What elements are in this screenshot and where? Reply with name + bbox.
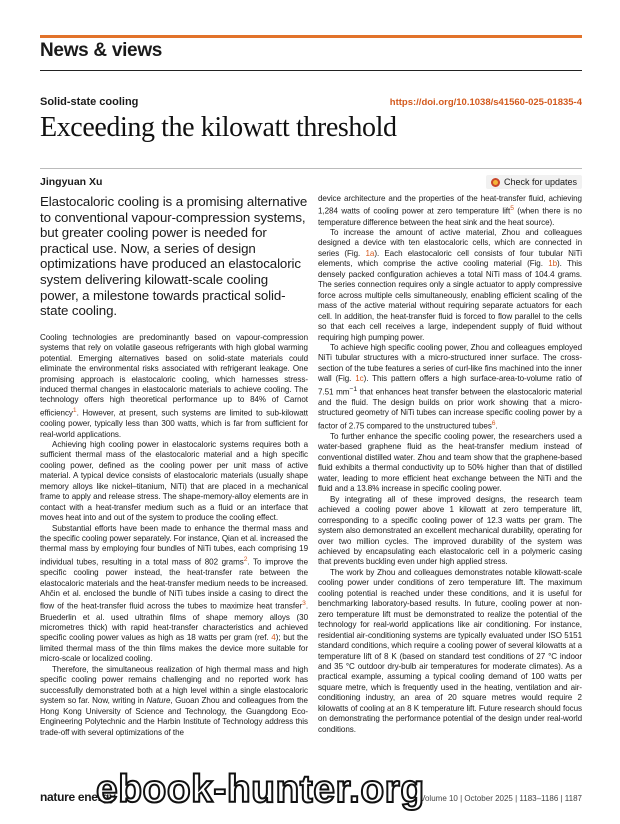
reference-link[interactable]: 2 [243,555,248,563]
figure-link[interactable]: 1a [365,248,375,258]
reference-link[interactable]: 5 [510,205,514,213]
paragraph-2: Achieving high cooling power in elastocaloric systems requires both a sufficient thermal mass of the elastocaloric material and a high specific cooling power, defined as the cooling power per unit mass of active material. A typical device consists of elastocaloric materials (usually shape memory alloys like nickel–titanium, NiTi) that are placed in a mechanical frame to apply and release stress. The shape-memory-alloy elements are in contact with a heat-transfer medium such as a fluid or an interface that moves heat into and out of the system to produce the cooling effect. [40,439,308,523]
doi-link[interactable]: https://doi.org/10.1038/s41560-025-01835-4 [389,97,582,108]
reference-link[interactable]: 6 [491,419,496,427]
figure-link[interactable]: 1b [548,259,558,269]
section-label: News & views [40,40,163,61]
paragraph-9: By integrating all of these improved designs, the research team achieved a cooling power above 1 kilowatt at zero temperature lift, corresponding to a specific cooling power of 12.3 watts per gram. The system also demonstrated an excellent mechanical durability, operating for over two million cycles. The improved durability of the system was achieved by encapsulating each elastocaloric cell in a polymeric casing that prevents buckling even under high applied stress. [318,494,582,567]
paragraph-3: Substantial efforts have been made to enhance the thermal mass and the specific cooling power separately. For instance, Qian et al. increased the thermal mass by employing four bundles of NiTi tubes, each comprising 19 individual tubes, resulting in a total mass of 802 grams$^2$. To improve the specific cooling power instead, the heat-transfer rate between the elastocaloric materials and the heat-transfer medium needs to be increased. Ahčin et al. enclosed the bundle of NiTi tubes inside a casing to direct the flow of the heat-transfer fluid across the tubes to maximize heat transfer$^3$. Bruederlin et al. used ultrathin films of shape memory alloys (30 micrometres thick) with rapid heat-transfer characteristics and achieved specific cooling power values as high as 18 watts per gram (ref. 4); but the limited thermal mass of the thin films makes the device more suitable for micro-scale or localized cooling. [40,523,308,664]
paragraph-4: Therefore, the simultaneous realization of high thermal mass and high specific cooling power remains challenging and no reported work has successfully demonstrated both at a high level within a single elastocaloric system so far. Now, writing in Nature, Guoan Zhou and colleagues from the Hong Kong University of Science and Technology, the Guangdong Eco-Engineering Polytechnic and the Harbin Institute of Technology address this trade-off with several optimizations of the [40,664,308,737]
crossmark-icon [491,178,500,187]
reference-link[interactable]: 4 [271,633,276,643]
paragraph-8: To further enhance the specific cooling power, the researchers used a water-based graphene fluid as the heat-transfer medium instead of conventional distilled water. Zhou and team show that the graphene-based fluid exhibits a thermal conductivity up to 50% higher than that of distilled water, leading to more efficient heat exchange between the NiTi and the fluid and a 13.8% increase in specific cooling power. [318,431,582,494]
check-updates-label: Check for updates [503,177,577,187]
journal-brand: nature energy [40,790,116,804]
paragraph-6: To increase the amount of active material, Zhou and colleagues designed a device with ten elastocaloric cells, which are connected in series (Fig. 1a). Each elastocaloric cell consists of four tubular NiTi elements, which comprise the active cooling material (Fig. 1b). This densely packed configuration achieves a total NiTi mass of 104.4 grams. The series connection requires only a single actuator to apply compressive force across multiple cells simultaneously, enabling efficient scaling of the mass of the active material without requiring separate actuators for each cell. In addition, the heat-transfer fluid is forced to flow parallel to the cells so that each cell receives a large, independent supply of fluid without requiring high pumping power. [318,228,582,342]
kicker: Solid-state cooling [40,96,139,108]
right-column [318,194,582,735]
standfirst: Elastocaloric cooling is a promising alternative to conventional vapour-compression systems, but greater cooling power is needed for practical use. Now, a series of design optimizations have produced an elastocaloric system delivering kilowatt-scale cooling power, a milestone towards practical solid-state cooling. [40,194,308,319]
article-title: Exceeding the kilowatt threshold [40,112,397,143]
watermark: ebook-hunter.org [96,768,425,811]
volume-info: Volume 10 | October 2025 | 1183–1186 | 1187 [420,794,582,803]
title-rule [40,168,582,169]
paragraph-5: device architecture and the properties of the heat-transfer fluid, achieving 1,284 watts of cooling power at zero temperature lift$^5$ (when there is no temperature difference between the heat sink and the heat source). [318,194,582,227]
left-column [40,194,308,738]
figure-link[interactable]: 1c [355,374,364,384]
header-rule [40,70,582,71]
check-updates-button[interactable] [486,175,582,189]
author-name: Jingyuan Xu [40,176,103,188]
reference-link[interactable]: 3 [302,600,306,608]
top-accent-bar [40,35,582,38]
paragraph-7: To achieve high specific cooling power, Zhou and colleagues employed NiTi tubular structures with a micro-structured inner surface. The cross-section of the tube features a series of curl-like fins machined into the inner wall (Fig. 1c). This pattern offers a high surface-area-to-volume ratio of 7.51 $mm^{-1}$ that enhances heat transfer between the elastocaloric material and the fluid. The design builds on prior work showing that a micro-structured geometry of NiTi tubes can increase specific cooling power by a factor of 2.75 compared to the unstructured tubes$^6$. [318,343,582,431]
paragraph-10: The work by Zhou and colleagues demonstrates notable kilowatt-scale cooling power under conditions of zero temperature lift. The maximum cooling potential is reached under these conditions, and it is useful for benchmarking laboratory-based results. In future, cooling power at non-zero temperature lift must be demonstrated to realize the potential of the technology for real-world applications like air conditioning. For instance, residential air-conditioning systems are typically evaluated under ISO 5151 standard conditions, which require a cooling power of several kilowatts at a temperature lift of 8 K (based on standard test conditions of 27 °C indoor and 35 °C outdoor dry-bulb air temperatures for moderate climates). As a practical example, assuming a typical cooling demand of 100 watts per square metre, which is frequently used in the heating, ventilation and air-conditioning industry, an area of 20 square metres would require 2 kilowatts of cooling at an 8 K temperature lift. Future research should focus on demonstrating the performance potential of the design under real-world conditions. [318,567,582,734]
paragraph-1: Cooling technologies are predominantly based on vapour-compression systems that rely on volatile gaseous refrigerants with high global warming potential. Emerging alternatives based on solid-state materials could eliminate the environmental risks associated with refrigerant leakage. One promising approach is elastocaloric cooling, which harnesses stress-induced thermal changes in elastocaloric materials to achieve cooling. The technology offers high theoretical performance up to 84% of Carnot efficiency$^1$. However, at present, such systems are limited to sub-kilowatt cooling power, typically less than 300 watts, which is far from sufficient for real-world applications. [40,332,308,439]
reference-link[interactable]: 1 [72,406,77,414]
